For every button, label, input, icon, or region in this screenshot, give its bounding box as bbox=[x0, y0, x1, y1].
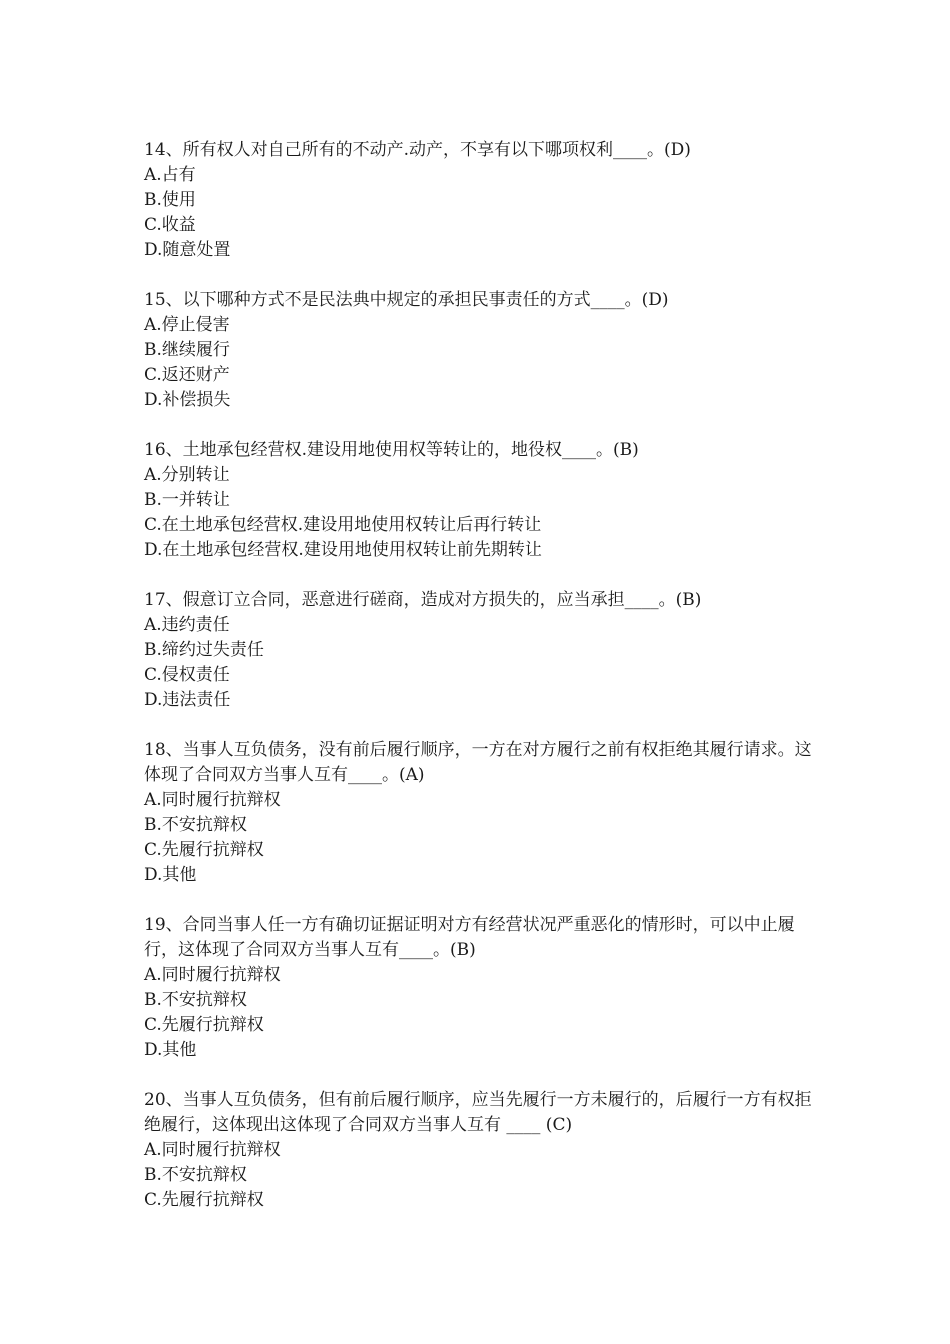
option-b: B.使用 bbox=[144, 190, 196, 210]
option-d: D.其他 bbox=[144, 865, 197, 885]
question-stem: 16、土地承包经营权.建设用地使用权等转让的，地役权____。(B) bbox=[144, 440, 639, 460]
question-stem: 17、假意订立合同，恶意进行磋商，造成对方损失的，应当承担____。(B) bbox=[144, 590, 702, 610]
question-stem: 14、所有权人对自己所有的不动产.动产，不享有以下哪项权利____。(D) bbox=[144, 140, 691, 160]
option-d: D.其他 bbox=[144, 1040, 197, 1060]
option-c: C.收益 bbox=[144, 215, 196, 235]
option-b: B.不安抗辩权 bbox=[144, 990, 247, 1010]
option-d: D.随意处置 bbox=[144, 240, 231, 260]
option-a: A.违约责任 bbox=[144, 615, 230, 635]
option-b: B.继续履行 bbox=[144, 340, 230, 360]
question-20 bbox=[144, 1088, 814, 1213]
question-stem: 19、合同当事人任一方有确切证据证明对方有经营状况严重恶化的情形时，可以中止履行，这体现了合同双方当事人互有____。(B) bbox=[144, 915, 795, 960]
option-a: A.分别转让 bbox=[144, 465, 230, 485]
question-18 bbox=[144, 738, 814, 888]
question-14 bbox=[144, 138, 814, 263]
question-16 bbox=[144, 438, 814, 563]
option-c: C.先履行抗辩权 bbox=[144, 840, 264, 860]
question-15 bbox=[144, 288, 814, 413]
option-c: C.先履行抗辩权 bbox=[144, 1190, 264, 1210]
question-stem: 18、当事人互负债务，没有前后履行顺序，一方在对方履行之前有权拒绝其履行请求。这体现了合同双方当事人互有____。(A) bbox=[144, 740, 812, 785]
question-stem: 15、以下哪种方式不是民法典中规定的承担民事责任的方式____。(D) bbox=[144, 290, 669, 310]
option-b: B.缔约过失责任 bbox=[144, 640, 264, 660]
option-c: C.先履行抗辩权 bbox=[144, 1015, 264, 1035]
option-c: C.侵权责任 bbox=[144, 665, 230, 685]
option-b: B.不安抗辩权 bbox=[144, 1165, 247, 1185]
document-page bbox=[144, 138, 814, 1238]
option-b: B.不安抗辩权 bbox=[144, 815, 247, 835]
option-a: A.停止侵害 bbox=[144, 315, 230, 335]
option-b: B.一并转让 bbox=[144, 490, 230, 510]
option-d: D.违法责任 bbox=[144, 690, 231, 710]
question-stem: 20、当事人互负债务，但有前后履行顺序，应当先履行一方未履行的，后履行一方有权拒绝履行，这体现出这体现了合同双方当事人互有 ____ (C) bbox=[144, 1090, 812, 1135]
question-19 bbox=[144, 913, 814, 1063]
option-a: A.同时履行抗辩权 bbox=[144, 1140, 281, 1160]
question-17 bbox=[144, 588, 814, 713]
option-d: D.在土地承包经营权.建设用地使用权转让前先期转让 bbox=[144, 540, 542, 560]
option-c: C.返还财产 bbox=[144, 365, 230, 385]
option-a: A.同时履行抗辩权 bbox=[144, 965, 281, 985]
option-c: C.在土地承包经营权.建设用地使用权转让后再行转让 bbox=[144, 515, 542, 535]
option-d: D.补偿损失 bbox=[144, 390, 231, 410]
option-a: A.同时履行抗辩权 bbox=[144, 790, 281, 810]
option-a: A.占有 bbox=[144, 165, 196, 185]
